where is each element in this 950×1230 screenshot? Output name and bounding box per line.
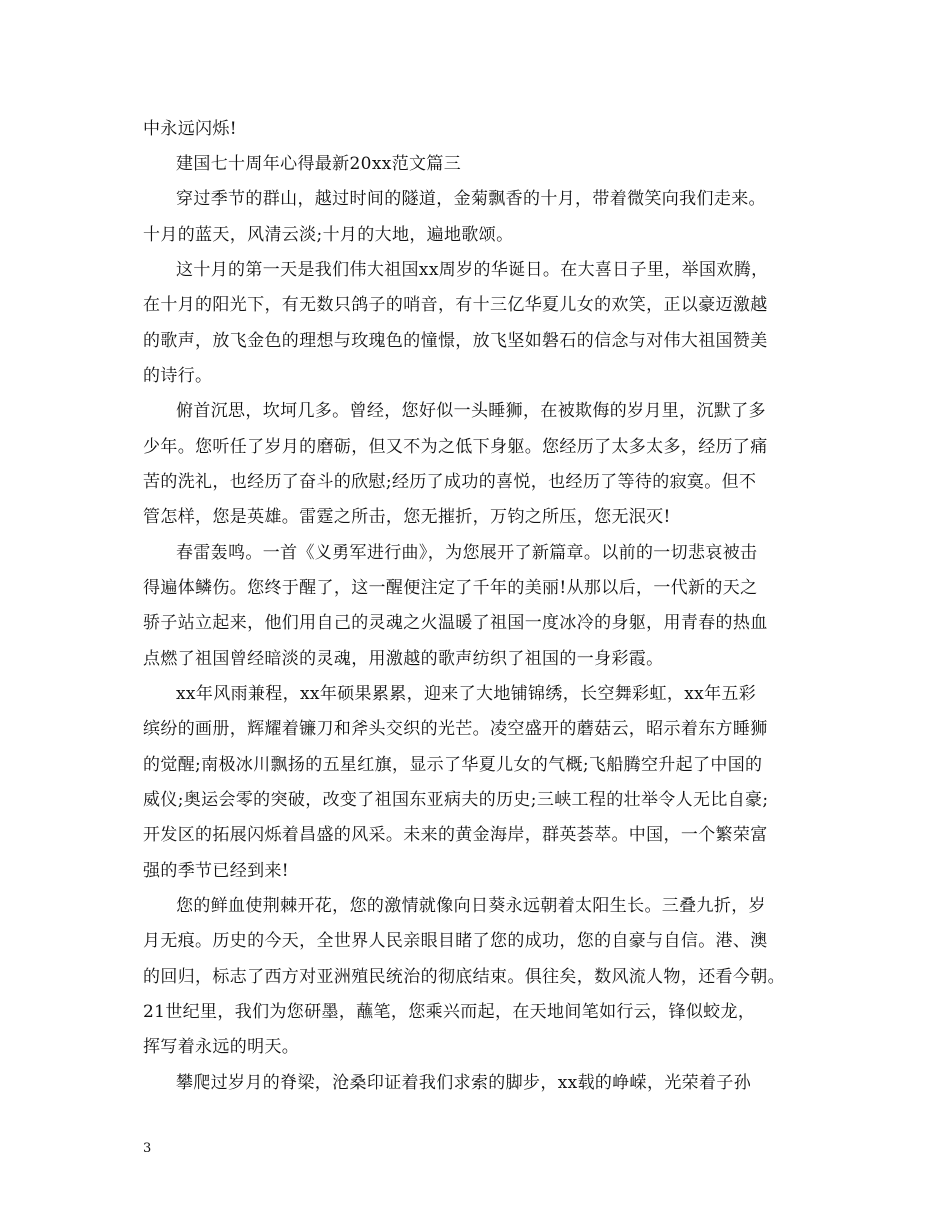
- text-line: 月无痕。历史的今天，全世界人民亲眼目睹了您的成功，您的自豪与自信。港、澳: [143, 931, 768, 951]
- text-line: 威仪;奥运会零的突破，改变了祖国东亚病夫的历史;三峡工程的壮举令人无比自豪;: [143, 790, 769, 810]
- section-heading: 建国七十周年心得最新20xx范文篇三: [176, 154, 462, 174]
- text-line: 得遍体鳞伤。您终于醒了，这一醒便注定了千年的美丽!从那以后，一代新的天之: [143, 578, 758, 598]
- text-line: 春雷轰鸣。一首《义勇军进行曲》，为您展开了新篇章。以前的一切悲哀被击: [176, 543, 758, 563]
- text-line: 苦的洗礼，也经历了奋斗的欣慰;经历了成功的喜悦，也经历了等待的寂寞。但不: [143, 472, 757, 492]
- text-line: 管怎样，您是英雄。雷霆之所击，您无摧折，万钧之所压，您无泯灭!: [143, 507, 671, 527]
- text-line: 开发区的拓展闪烁着昌盛的风采。未来的黄金海岸，群英荟萃。中国，一个繁荣富: [143, 825, 768, 845]
- text-line: 的回归，标志了西方对亚洲殖民统治的彻底结束。俱往矣，数风流人物，还看今朝。: [143, 967, 785, 987]
- page-number: 3: [143, 1141, 152, 1156]
- text-line: 的歌声，放飞金色的理想与玫瑰色的憧憬，放飞坚如磐石的信念与对伟大祖国赞美: [143, 331, 768, 351]
- text-line: 十月的蓝天，风清云淡;十月的大地，遍地歌颂。: [143, 225, 514, 245]
- text-line: 少年。您听任了岁月的磨砺，但又不为之低下身躯。您经历了太多太多，经历了痛: [143, 437, 768, 457]
- text-line: 穿过季节的群山，越过时间的隧道，金菊飘香的十月，带着微笑向我们走来。: [176, 189, 766, 209]
- text-line: 俯首沉思，坎坷几多。曾经，您好似一头睡狮，在被欺侮的岁月里，沉默了多: [176, 401, 766, 421]
- text-line: 攀爬过岁月的脊梁，沧桑印证着我们求索的脚步，xx载的峥嵘，光荣着子孙: [176, 1073, 752, 1093]
- text-line: 强的季节已经到来!: [143, 861, 289, 881]
- text-line: 21世纪里，我们为您研墨，蘸笔，您乘兴而起，在天地间笔如行云，锋似蛟龙，: [143, 1002, 756, 1022]
- text-line: 中永远闪烁!: [143, 119, 237, 139]
- text-line: xx年风雨兼程，xx年硕果累累，迎来了大地铺锦绣，长空舞彩虹，xx年五彩: [176, 684, 757, 704]
- text-line: 的诗行。: [143, 366, 213, 386]
- text-line: 在十月的阳光下，有无数只鸽子的哨音，有十三亿华夏儿女的欢笑，正以豪迈激越: [143, 295, 768, 315]
- text-line: 骄子站立起来，他们用自己的灵魂之火温暖了祖国一度冰冷的身躯，用青春的热血: [143, 613, 768, 633]
- text-line: 您的鲜血使荆棘开花，您的激情就像向日葵永远朝着太阳生长。三叠九折，岁: [176, 896, 766, 916]
- text-line: 点燃了祖国曾经暗淡的灵魂，用激越的歌声纺织了祖国的一身彩霞。: [143, 649, 664, 669]
- text-line: 这十月的第一天是我们伟大祖国xx周岁的华诞日。在大喜日子里，举国欢腾，: [176, 260, 769, 280]
- text-line: 挥写着永远的明天。: [143, 1037, 300, 1057]
- text-line: 的觉醒;南极冰川飘扬的五星红旗，显示了华夏儿女的气概;飞船腾空升起了中国的: [143, 755, 763, 775]
- text-line: 缤纷的画册，辉耀着镰刀和斧头交织的光芒。凌空盛开的蘑菇云，昭示着东方睡狮: [143, 719, 768, 739]
